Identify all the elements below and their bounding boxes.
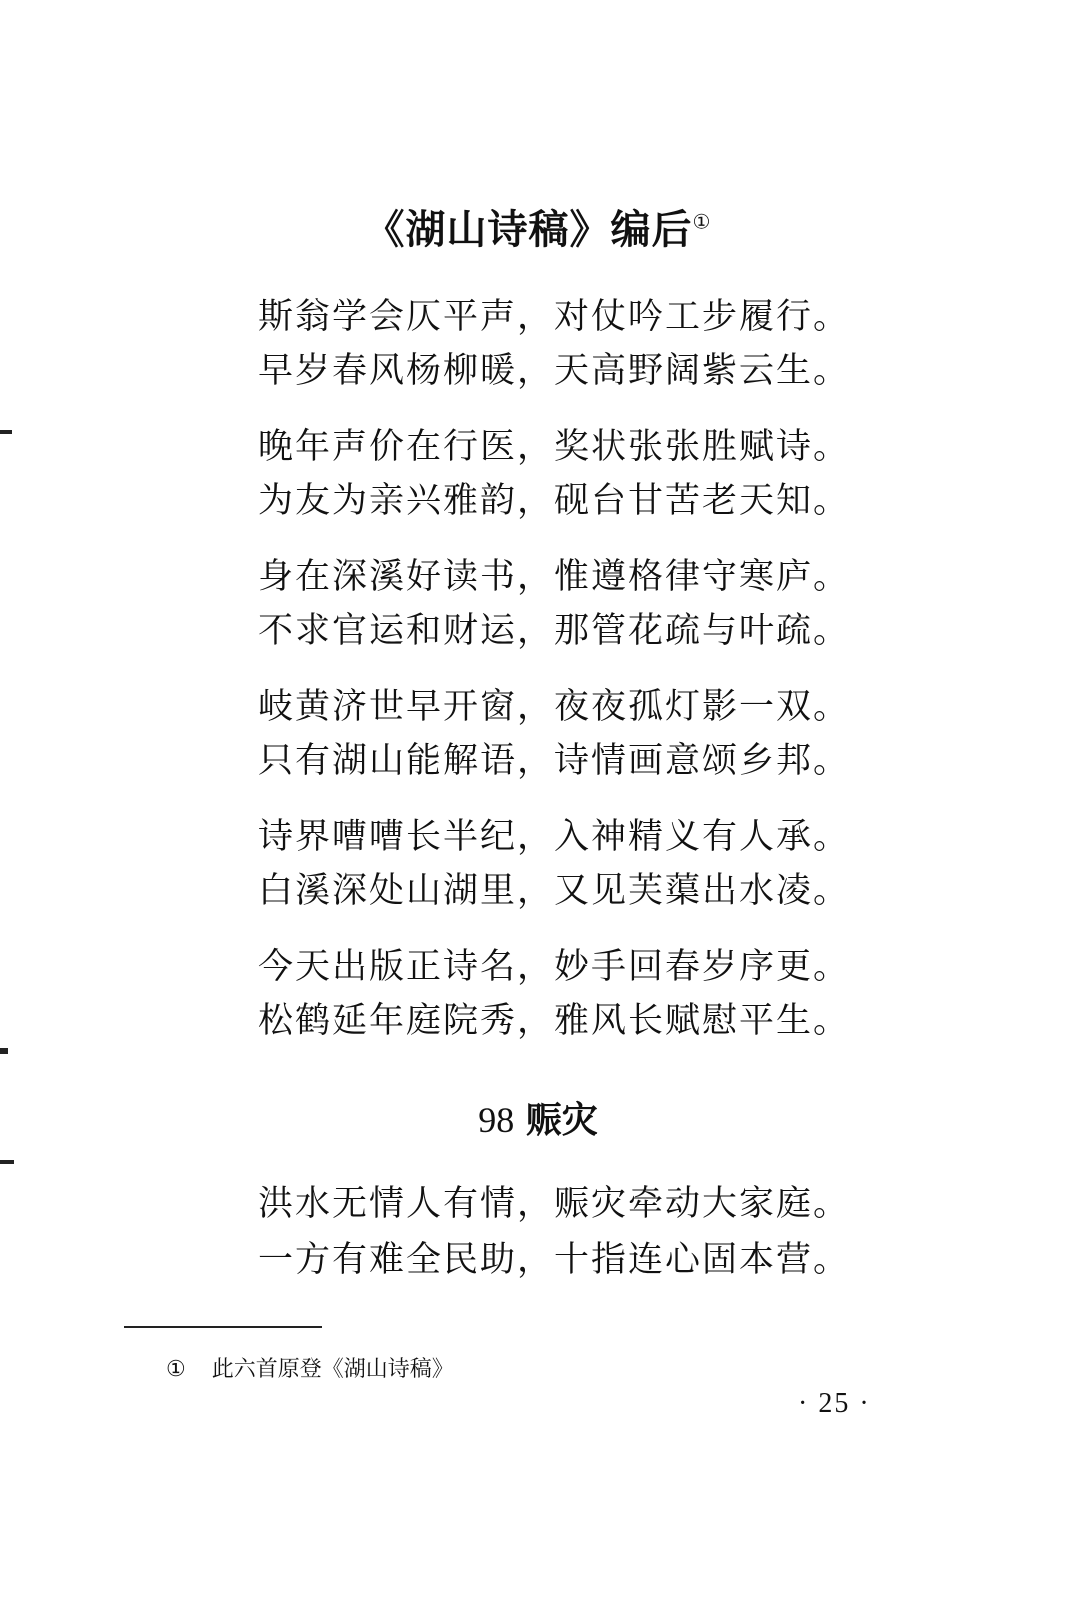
verse-line: 不求官运和财运，那管花疏与叶疏。 (258, 611, 851, 651)
verse-line: 为友为亲兴雅韵，砚台甘苦老天知。 (258, 481, 851, 521)
verse-line: 身在深溪好读书，惟遵格律守寒庐。 (258, 557, 851, 597)
stanza (258, 290, 851, 398)
poem-title-text: 《湖山诗稿》编后 (364, 207, 693, 253)
verse-line: 早岁春风杨柳暖，天高野阔紫云生。 (258, 351, 851, 391)
stanza (258, 680, 851, 788)
verse-line: 今天出版正诗名，妙手回春岁序更。 (258, 947, 851, 987)
verse-line: 晚年声价在行医，奖状张张胜赋诗。 (258, 427, 851, 467)
stanza (258, 940, 851, 1048)
page-number: · 25 · (798, 1388, 871, 1419)
section-number: 98 (478, 1100, 515, 1140)
footnote-mark: ① (166, 1357, 186, 1382)
stanza (258, 420, 851, 528)
section-name: 赈灾 (525, 1100, 598, 1141)
verse-line: 斯翁学会仄平声，对仗吟工步履行。 (258, 297, 851, 337)
footnote (166, 1352, 454, 1383)
verse-line: 洪水无情人有情，赈灾牵动大家庭。 (258, 1184, 851, 1224)
poem-title (0, 198, 1076, 255)
stanza (258, 550, 851, 658)
verse-line: 只有湖山能解语，诗情画意颂乡邦。 (258, 741, 851, 781)
scan-mark (0, 1048, 8, 1054)
footnote-text: 此六首原登《湖山诗稿》 (211, 1357, 454, 1382)
verse-line: 白溪深处山湖里，又见芙蕖出水凌。 (258, 871, 851, 911)
verse-line: 岐黄济世早开窗，夜夜孤灯影一双。 (258, 687, 851, 727)
verse-line: 松鹤延年庭院秀，雅风长赋慰平生。 (258, 1001, 851, 1041)
stanza (258, 810, 851, 918)
scan-mark (0, 430, 12, 434)
verse-line: 一方有难全民助，十指连心固本营。 (258, 1240, 851, 1280)
title-footnote-mark: ① (692, 209, 712, 234)
verse-line: 诗界嘈嘈长半纪，入神精义有人承。 (258, 817, 851, 857)
stanza (258, 1176, 851, 1288)
section-heading (0, 1092, 1076, 1143)
scan-mark (0, 1160, 14, 1164)
footnote-divider (124, 1326, 322, 1328)
